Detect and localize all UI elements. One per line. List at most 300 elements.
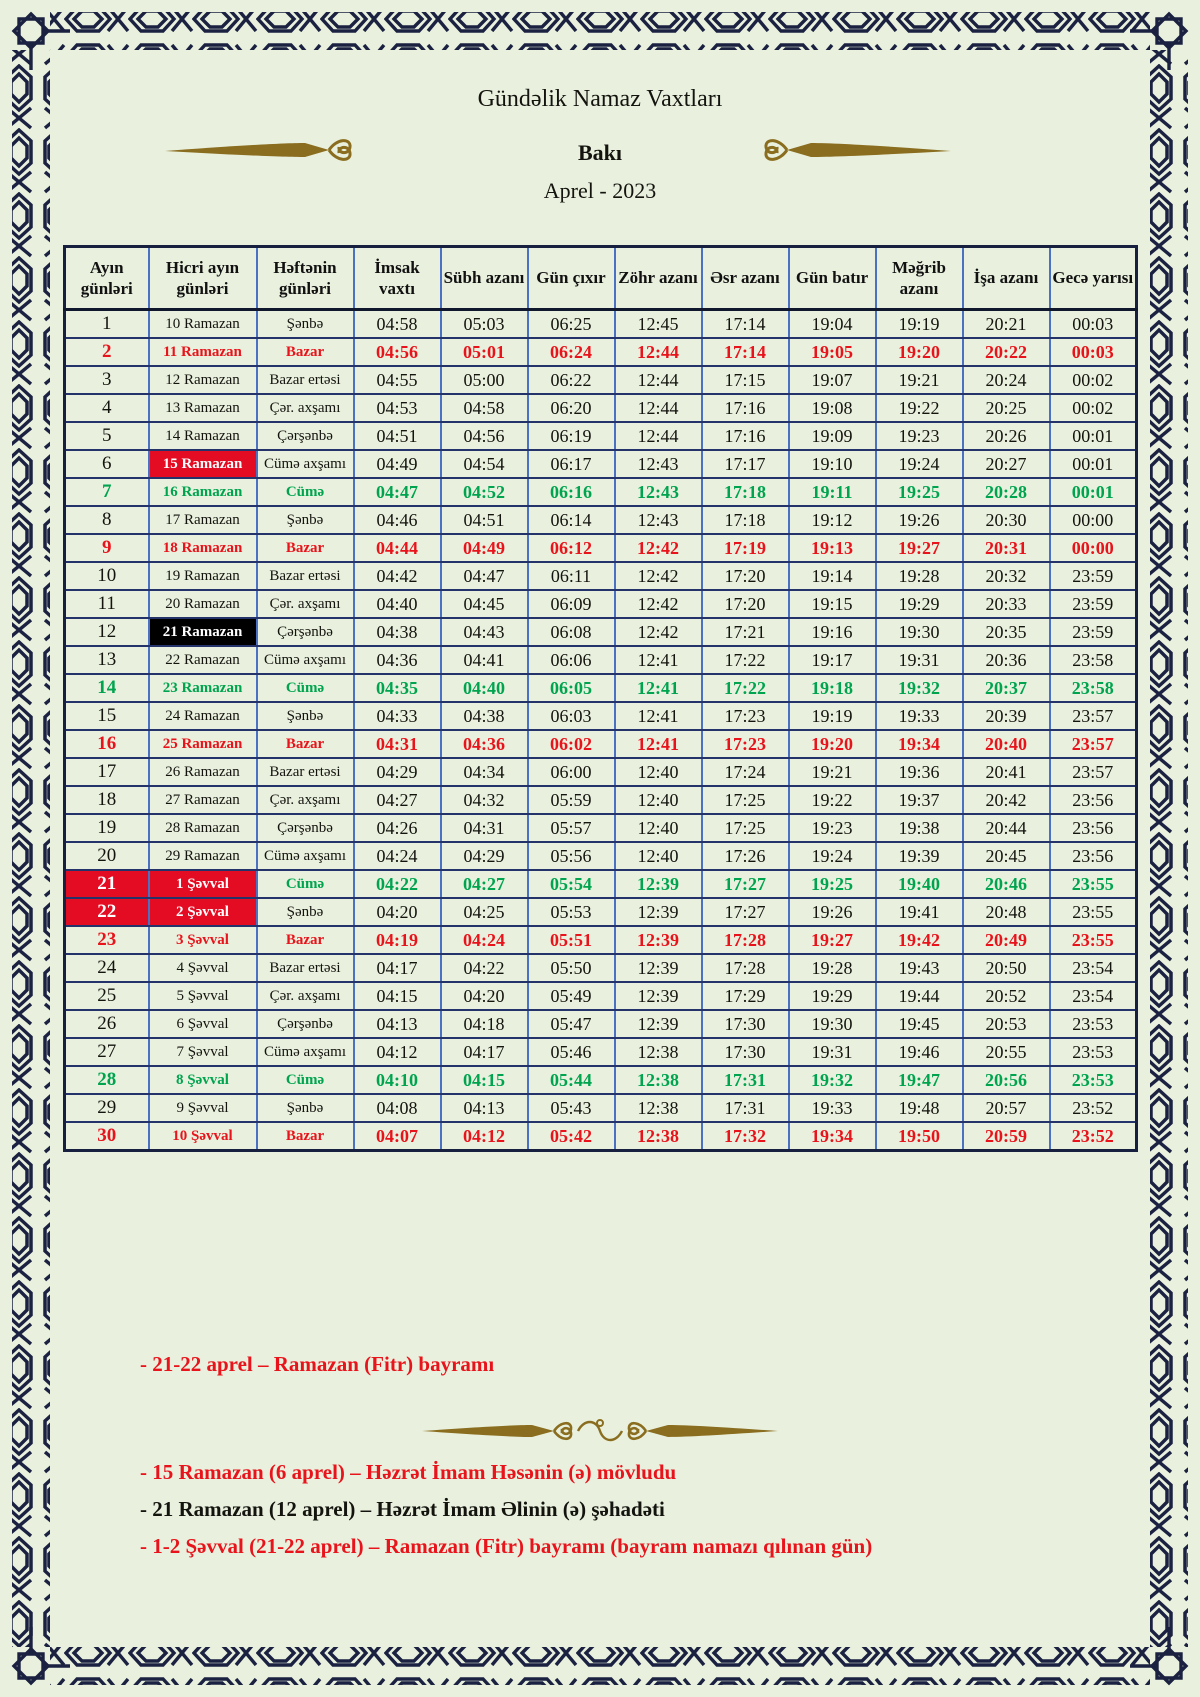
time-cell: 12:39 <box>615 1010 702 1038</box>
table-row <box>65 310 1137 339</box>
day-cell: 20 <box>65 842 149 870</box>
time-cell: 12:41 <box>615 730 702 758</box>
time-cell: 12:42 <box>615 534 702 562</box>
time-cell: 23:52 <box>1050 1122 1137 1151</box>
day-cell: 16 <box>65 730 149 758</box>
hijri-cell: 10 Ramazan <box>149 310 257 339</box>
time-cell: 04:08 <box>354 1094 441 1122</box>
hijri-cell: 16 Ramazan <box>149 478 257 506</box>
time-cell: 12:43 <box>615 506 702 534</box>
table-row <box>65 506 1137 534</box>
hijri-cell: 5 Şəvval <box>149 982 257 1010</box>
time-cell: 20:45 <box>963 842 1050 870</box>
time-cell: 19:31 <box>876 646 963 674</box>
time-cell: 20:31 <box>963 534 1050 562</box>
table-row <box>65 1066 1137 1094</box>
hijri-cell: 18 Ramazan <box>149 534 257 562</box>
col-header-imsak: İmsak vaxtı <box>354 247 441 310</box>
time-cell: 19:41 <box>876 898 963 926</box>
time-cell: 20:21 <box>963 310 1050 339</box>
time-cell: 23:57 <box>1050 758 1137 786</box>
time-cell: 04:45 <box>441 590 528 618</box>
time-cell: 06:25 <box>528 310 615 339</box>
table-row <box>65 422 1137 450</box>
time-cell: 19:22 <box>876 394 963 422</box>
time-cell: 19:24 <box>876 450 963 478</box>
time-cell: 20:33 <box>963 590 1050 618</box>
weekday-cell: Cümə axşamı <box>257 842 354 870</box>
time-cell: 19:09 <box>789 422 876 450</box>
hijri-cell: 15 Ramazan <box>149 450 257 478</box>
time-cell: 12:44 <box>615 422 702 450</box>
time-cell: 04:43 <box>441 618 528 646</box>
time-cell: 04:31 <box>354 730 441 758</box>
time-cell: 12:42 <box>615 618 702 646</box>
time-cell: 23:53 <box>1050 1066 1137 1094</box>
time-cell: 19:15 <box>789 590 876 618</box>
time-cell: 05:59 <box>528 786 615 814</box>
time-cell: 19:25 <box>789 870 876 898</box>
time-cell: 12:42 <box>615 562 702 590</box>
time-cell: 04:12 <box>441 1122 528 1151</box>
time-cell: 04:38 <box>354 618 441 646</box>
time-cell: 20:44 <box>963 814 1050 842</box>
time-cell: 04:20 <box>441 982 528 1010</box>
time-cell: 17:24 <box>702 758 789 786</box>
weekday-cell: Bazar ertəsi <box>257 758 354 786</box>
time-cell: 19:50 <box>876 1122 963 1151</box>
time-cell: 12:44 <box>615 338 702 366</box>
time-cell: 04:56 <box>354 338 441 366</box>
time-cell: 17:23 <box>702 730 789 758</box>
time-cell: 00:03 <box>1050 338 1137 366</box>
time-cell: 12:45 <box>615 310 702 339</box>
time-cell: 05:42 <box>528 1122 615 1151</box>
time-cell: 00:02 <box>1050 394 1137 422</box>
time-cell: 17:25 <box>702 786 789 814</box>
col-header-sunset: Gün batır <box>789 247 876 310</box>
note-fitr-holiday: - 21-22 aprel – Ramazan (Fitr) bayramı <box>140 1352 495 1376</box>
time-cell: 23:55 <box>1050 898 1137 926</box>
weekday-cell: Cümə <box>257 1066 354 1094</box>
table-row <box>65 1094 1137 1122</box>
time-cell: 19:45 <box>876 1010 963 1038</box>
time-cell: 12:38 <box>615 1122 702 1151</box>
time-cell: 20:32 <box>963 562 1050 590</box>
time-cell: 19:16 <box>789 618 876 646</box>
time-cell: 19:33 <box>876 702 963 730</box>
time-cell: 12:42 <box>615 590 702 618</box>
time-cell: 20:28 <box>963 478 1050 506</box>
time-cell: 04:10 <box>354 1066 441 1094</box>
time-cell: 17:14 <box>702 338 789 366</box>
weekday-cell: Cümə <box>257 870 354 898</box>
time-cell: 17:14 <box>702 310 789 339</box>
time-cell: 04:40 <box>354 590 441 618</box>
time-cell: 17:31 <box>702 1066 789 1094</box>
time-cell: 04:33 <box>354 702 441 730</box>
time-cell: 00:01 <box>1050 478 1137 506</box>
time-cell: 12:38 <box>615 1094 702 1122</box>
time-cell: 00:03 <box>1050 310 1137 339</box>
time-cell: 20:36 <box>963 646 1050 674</box>
table-row <box>65 954 1137 982</box>
hijri-cell: 17 Ramazan <box>149 506 257 534</box>
hijri-cell: 12 Ramazan <box>149 366 257 394</box>
time-cell: 17:29 <box>702 982 789 1010</box>
table-row <box>65 394 1137 422</box>
day-cell: 17 <box>65 758 149 786</box>
time-cell: 05:46 <box>528 1038 615 1066</box>
time-cell: 19:10 <box>789 450 876 478</box>
day-cell: 4 <box>65 394 149 422</box>
weekday-cell: Çər. axşamı <box>257 394 354 422</box>
table-row <box>65 618 1137 646</box>
time-cell: 04:36 <box>354 646 441 674</box>
time-cell: 17:15 <box>702 366 789 394</box>
day-cell: 5 <box>65 422 149 450</box>
table-body <box>65 310 1137 1151</box>
weekday-cell: Cümə <box>257 478 354 506</box>
time-cell: 04:53 <box>354 394 441 422</box>
time-cell: 19:34 <box>789 1122 876 1151</box>
time-cell: 04:58 <box>441 394 528 422</box>
weekday-cell: Cümə axşamı <box>257 646 354 674</box>
time-cell: 23:55 <box>1050 926 1137 954</box>
time-cell: 20:53 <box>963 1010 1050 1038</box>
time-cell: 23:56 <box>1050 786 1137 814</box>
time-cell: 04:27 <box>441 870 528 898</box>
time-cell: 05:00 <box>441 366 528 394</box>
time-cell: 23:53 <box>1050 1038 1137 1066</box>
time-cell: 23:57 <box>1050 702 1137 730</box>
table-row <box>65 478 1137 506</box>
weekday-cell: Bazar <box>257 926 354 954</box>
time-cell: 20:40 <box>963 730 1050 758</box>
table-row <box>65 982 1137 1010</box>
time-cell: 17:27 <box>702 898 789 926</box>
time-cell: 12:38 <box>615 1066 702 1094</box>
time-cell: 06:24 <box>528 338 615 366</box>
time-cell: 20:49 <box>963 926 1050 954</box>
time-cell: 04:22 <box>441 954 528 982</box>
time-cell: 17:18 <box>702 478 789 506</box>
time-cell: 19:13 <box>789 534 876 562</box>
time-cell: 23:58 <box>1050 674 1137 702</box>
weekday-cell: Çərşənbə <box>257 1010 354 1038</box>
table-row <box>65 590 1137 618</box>
time-cell: 04:15 <box>441 1066 528 1094</box>
time-cell: 04:49 <box>441 534 528 562</box>
time-cell: 04:31 <box>441 814 528 842</box>
time-cell: 19:11 <box>789 478 876 506</box>
time-cell: 04:38 <box>441 702 528 730</box>
time-cell: 19:48 <box>876 1094 963 1122</box>
weekday-cell: Şənbə <box>257 702 354 730</box>
weekday-cell: Çər. axşamı <box>257 982 354 1010</box>
time-cell: 06:19 <box>528 422 615 450</box>
time-cell: 23:54 <box>1050 954 1137 982</box>
time-cell: 19:31 <box>789 1038 876 1066</box>
time-cell: 04:12 <box>354 1038 441 1066</box>
time-cell: 12:38 <box>615 1038 702 1066</box>
time-cell: 23:54 <box>1050 982 1137 1010</box>
time-cell: 19:29 <box>789 982 876 1010</box>
day-cell: 22 <box>65 898 149 926</box>
time-cell: 19:05 <box>789 338 876 366</box>
time-cell: 04:19 <box>354 926 441 954</box>
time-cell: 17:18 <box>702 506 789 534</box>
time-cell: 20:50 <box>963 954 1050 982</box>
time-cell: 12:43 <box>615 450 702 478</box>
time-cell: 23:52 <box>1050 1094 1137 1122</box>
time-cell: 06:16 <box>528 478 615 506</box>
hijri-cell: 25 Ramazan <box>149 730 257 758</box>
time-cell: 04:15 <box>354 982 441 1010</box>
day-cell: 12 <box>65 618 149 646</box>
table-row <box>65 842 1137 870</box>
time-cell: 19:32 <box>789 1066 876 1094</box>
time-cell: 04:29 <box>441 842 528 870</box>
time-cell: 17:26 <box>702 842 789 870</box>
time-cell: 06:22 <box>528 366 615 394</box>
time-cell: 19:29 <box>876 590 963 618</box>
hijri-cell: 9 Şəvval <box>149 1094 257 1122</box>
time-cell: 12:40 <box>615 814 702 842</box>
time-cell: 19:26 <box>876 506 963 534</box>
time-cell: 17:16 <box>702 394 789 422</box>
time-cell: 17:20 <box>702 590 789 618</box>
weekday-cell: Bazar ertəsi <box>257 562 354 590</box>
time-cell: 23:55 <box>1050 870 1137 898</box>
time-cell: 05:47 <box>528 1010 615 1038</box>
time-cell: 19:27 <box>876 534 963 562</box>
col-header-maghrib: Məğrib azanı <box>876 247 963 310</box>
time-cell: 17:32 <box>702 1122 789 1151</box>
time-cell: 04:36 <box>441 730 528 758</box>
time-cell: 17:17 <box>702 450 789 478</box>
day-cell: 25 <box>65 982 149 1010</box>
weekday-cell: Çərşənbə <box>257 814 354 842</box>
day-cell: 14 <box>65 674 149 702</box>
hijri-cell: 21 Ramazan <box>149 618 257 646</box>
time-cell: 23:56 <box>1050 842 1137 870</box>
time-cell: 00:00 <box>1050 534 1137 562</box>
time-cell: 20:25 <box>963 394 1050 422</box>
time-cell: 19:20 <box>789 730 876 758</box>
time-cell: 12:40 <box>615 786 702 814</box>
time-cell: 17:21 <box>702 618 789 646</box>
time-cell: 05:03 <box>441 310 528 339</box>
time-cell: 12:39 <box>615 954 702 982</box>
time-cell: 12:39 <box>615 926 702 954</box>
time-cell: 05:54 <box>528 870 615 898</box>
time-cell: 23:59 <box>1050 618 1137 646</box>
hijri-cell: 27 Ramazan <box>149 786 257 814</box>
time-cell: 04:13 <box>441 1094 528 1122</box>
time-cell: 06:06 <box>528 646 615 674</box>
time-cell: 17:22 <box>702 674 789 702</box>
time-cell: 20:35 <box>963 618 1050 646</box>
time-cell: 19:30 <box>876 618 963 646</box>
day-cell: 29 <box>65 1094 149 1122</box>
time-cell: 06:02 <box>528 730 615 758</box>
weekday-cell: Çər. axşamı <box>257 590 354 618</box>
time-cell: 06:20 <box>528 394 615 422</box>
time-cell: 00:02 <box>1050 366 1137 394</box>
col-header-weekday: Həftənin günləri <box>257 247 354 310</box>
hijri-cell: 8 Şəvval <box>149 1066 257 1094</box>
table-row <box>65 1122 1137 1151</box>
time-cell: 19:19 <box>876 310 963 339</box>
time-cell: 06:14 <box>528 506 615 534</box>
period-title: Aprel - 2023 <box>543 178 657 203</box>
time-cell: 12:41 <box>615 702 702 730</box>
time-cell: 04:24 <box>441 926 528 954</box>
time-cell: 04:58 <box>354 310 441 339</box>
day-cell: 7 <box>65 478 149 506</box>
city-title: Bakı <box>577 140 623 165</box>
col-header-asr: Əsr azanı <box>702 247 789 310</box>
time-cell: 04:20 <box>354 898 441 926</box>
table-row <box>65 926 1137 954</box>
note-imam-hasan: - 15 Ramazan (6 aprel) – Həzrət İmam Həsənin (ə) mövludu <box>140 1460 677 1484</box>
time-cell: 12:39 <box>615 898 702 926</box>
time-cell: 06:05 <box>528 674 615 702</box>
time-cell: 17:16 <box>702 422 789 450</box>
col-header-sunrise: Gün çıxır <box>528 247 615 310</box>
day-cell: 13 <box>65 646 149 674</box>
time-cell: 04:46 <box>354 506 441 534</box>
hijri-cell: 26 Ramazan <box>149 758 257 786</box>
time-cell: 20:55 <box>963 1038 1050 1066</box>
time-cell: 00:00 <box>1050 506 1137 534</box>
weekday-cell: Şənbə <box>257 1094 354 1122</box>
day-cell: 27 <box>65 1038 149 1066</box>
time-cell: 12:41 <box>615 646 702 674</box>
hijri-cell: 1 Şəvval <box>149 870 257 898</box>
table-row <box>65 1038 1137 1066</box>
time-cell: 19:19 <box>789 702 876 730</box>
time-cell: 19:12 <box>789 506 876 534</box>
day-cell: 23 <box>65 926 149 954</box>
hijri-cell: 14 Ramazan <box>149 422 257 450</box>
weekday-cell: Bazar <box>257 534 354 562</box>
table-row <box>65 450 1137 478</box>
time-cell: 17:28 <box>702 954 789 982</box>
table-row <box>65 814 1137 842</box>
time-cell: 19:38 <box>876 814 963 842</box>
weekday-cell: Çərşənbə <box>257 618 354 646</box>
hijri-cell: 24 Ramazan <box>149 702 257 730</box>
time-cell: 19:21 <box>876 366 963 394</box>
weekday-cell: Bazar <box>257 730 354 758</box>
time-cell: 12:44 <box>615 366 702 394</box>
time-cell: 04:35 <box>354 674 441 702</box>
time-cell: 20:59 <box>963 1122 1050 1151</box>
time-cell: 04:22 <box>354 870 441 898</box>
day-cell: 9 <box>65 534 149 562</box>
hijri-cell: 23 Ramazan <box>149 674 257 702</box>
time-cell: 05:44 <box>528 1066 615 1094</box>
time-cell: 04:47 <box>354 478 441 506</box>
time-cell: 12:40 <box>615 758 702 786</box>
time-cell: 20:41 <box>963 758 1050 786</box>
time-cell: 19:23 <box>789 814 876 842</box>
time-cell: 19:44 <box>876 982 963 1010</box>
spear-ornament-right-icon <box>763 134 953 166</box>
time-cell: 19:08 <box>789 394 876 422</box>
time-cell: 19:04 <box>789 310 876 339</box>
time-cell: 23:53 <box>1050 1010 1137 1038</box>
weekday-cell: Bazar ertəsi <box>257 366 354 394</box>
time-cell: 19:18 <box>789 674 876 702</box>
divider-ornament-icon <box>420 1413 780 1449</box>
time-cell: 20:26 <box>963 422 1050 450</box>
time-cell: 12:41 <box>615 674 702 702</box>
table-row <box>65 730 1137 758</box>
time-cell: 20:22 <box>963 338 1050 366</box>
header-row <box>65 247 1137 310</box>
time-cell: 04:55 <box>354 366 441 394</box>
time-cell: 06:09 <box>528 590 615 618</box>
time-cell: 19:21 <box>789 758 876 786</box>
time-cell: 12:39 <box>615 982 702 1010</box>
time-cell: 17:23 <box>702 702 789 730</box>
time-cell: 05:50 <box>528 954 615 982</box>
time-cell: 05:56 <box>528 842 615 870</box>
time-cell: 06:00 <box>528 758 615 786</box>
time-cell: 04:17 <box>354 954 441 982</box>
day-cell: 26 <box>65 1010 149 1038</box>
time-cell: 04:49 <box>354 450 441 478</box>
time-cell: 19:28 <box>876 562 963 590</box>
time-cell: 17:20 <box>702 562 789 590</box>
time-cell: 17:31 <box>702 1094 789 1122</box>
time-cell: 19:25 <box>876 478 963 506</box>
time-cell: 19:40 <box>876 870 963 898</box>
time-cell: 12:43 <box>615 478 702 506</box>
time-cell: 04:51 <box>354 422 441 450</box>
hijri-cell: 20 Ramazan <box>149 590 257 618</box>
time-cell: 04:27 <box>354 786 441 814</box>
day-cell: 21 <box>65 870 149 898</box>
time-cell: 23:57 <box>1050 730 1137 758</box>
day-cell: 24 <box>65 954 149 982</box>
col-header-isha: İşa azanı <box>963 247 1050 310</box>
hijri-cell: 28 Ramazan <box>149 814 257 842</box>
table-row <box>65 870 1137 898</box>
time-cell: 04:34 <box>441 758 528 786</box>
time-cell: 04:07 <box>354 1122 441 1151</box>
time-cell: 17:30 <box>702 1010 789 1038</box>
day-cell: 15 <box>65 702 149 730</box>
col-header-subh: Sübh azanı <box>441 247 528 310</box>
time-cell: 20:30 <box>963 506 1050 534</box>
day-cell: 1 <box>65 310 149 339</box>
col-header-zohr: Zöhr azanı <box>615 247 702 310</box>
day-cell: 3 <box>65 366 149 394</box>
time-cell: 04:47 <box>441 562 528 590</box>
time-cell: 19:43 <box>876 954 963 982</box>
time-cell: 04:17 <box>441 1038 528 1066</box>
time-cell: 20:39 <box>963 702 1050 730</box>
time-cell: 06:12 <box>528 534 615 562</box>
time-cell: 04:42 <box>354 562 441 590</box>
time-cell: 19:34 <box>876 730 963 758</box>
time-cell: 17:27 <box>702 870 789 898</box>
time-cell: 04:24 <box>354 842 441 870</box>
